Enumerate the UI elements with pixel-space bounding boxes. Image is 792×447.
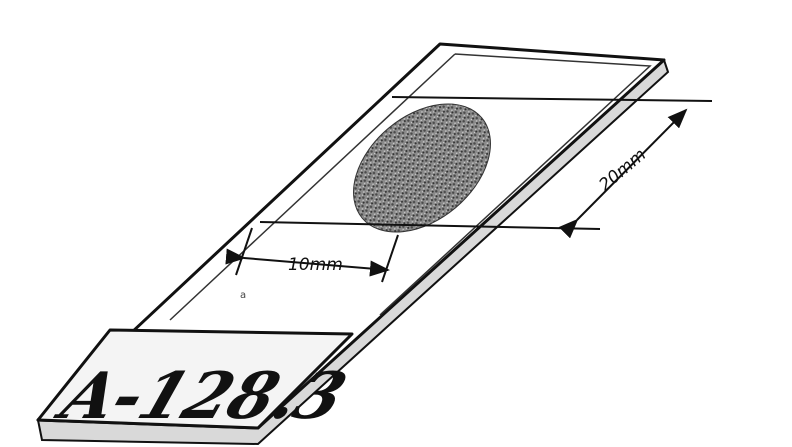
stamp-mark: a (240, 290, 247, 301)
slide-label-text: A-128.3 (52, 357, 357, 434)
dim-20mm-label: 20mm (595, 144, 651, 196)
dim-10mm-label: 10mm (288, 255, 343, 275)
